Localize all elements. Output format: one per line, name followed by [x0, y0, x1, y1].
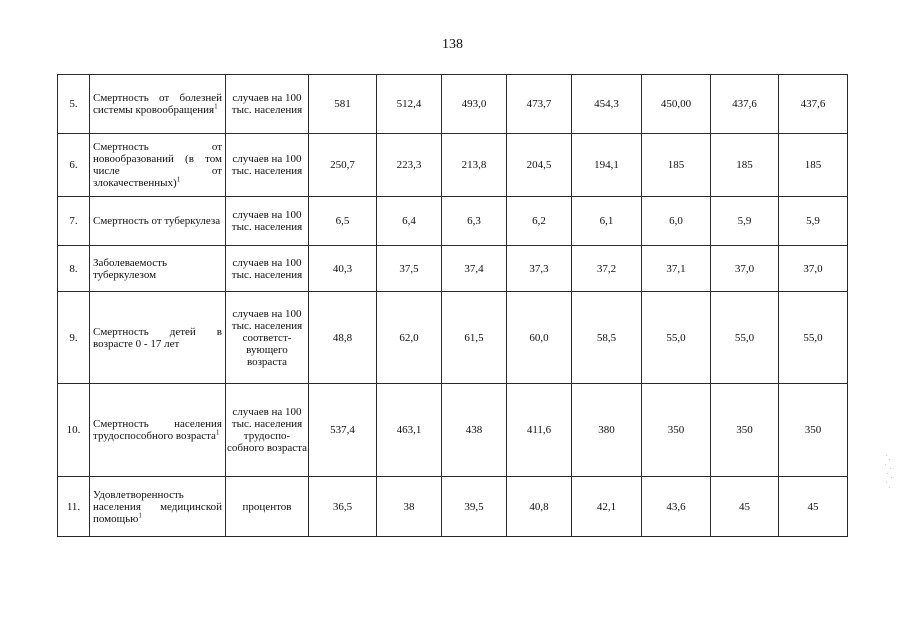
value-cell: 350: [642, 384, 711, 477]
value-cell: 36,5: [309, 477, 377, 537]
indicator-name: Смертность детей в возрасте 0 - 17 лет: [90, 292, 226, 384]
value-cell: 37,3: [507, 246, 572, 292]
footnote-mark: 1: [176, 175, 181, 184]
value-cell: 48,8: [309, 292, 377, 384]
table-row: [58, 246, 848, 292]
footnote-mark: 1: [215, 428, 220, 437]
table-row: [58, 477, 848, 537]
value-cell: 60,0: [507, 292, 572, 384]
value-cell: 437,6: [711, 75, 779, 134]
row-number: 8.: [58, 246, 90, 292]
unit-cell: случаев на 100 тыс. населения: [226, 134, 309, 197]
value-cell: 45: [779, 477, 848, 537]
value-cell: 38: [377, 477, 442, 537]
value-cell: 40,3: [309, 246, 377, 292]
row-number: 10.: [58, 384, 90, 477]
value-cell: 6,3: [442, 197, 507, 246]
value-cell: 350: [779, 384, 848, 477]
value-cell: 37,1: [642, 246, 711, 292]
table-row: [58, 75, 848, 134]
indicators-table: [57, 74, 848, 537]
value-cell: 55,0: [711, 292, 779, 384]
value-cell: 473,7: [507, 75, 572, 134]
indicator-name: Заболеваемость туберкулезом: [90, 246, 226, 292]
row-number: 7.: [58, 197, 90, 246]
value-cell: 5,9: [711, 197, 779, 246]
unit-cell: случаев на 100 тыс. населения: [226, 75, 309, 134]
value-cell: 454,3: [572, 75, 642, 134]
value-cell: 61,5: [442, 292, 507, 384]
unit-cell: случаев на 100 тыс. населения: [226, 246, 309, 292]
footnote-mark: 1: [214, 102, 218, 111]
value-cell: 58,5: [572, 292, 642, 384]
value-cell: 6,4: [377, 197, 442, 246]
row-number: 5.: [58, 75, 90, 134]
value-cell: 40,8: [507, 477, 572, 537]
row-number: 11.: [58, 477, 90, 537]
value-cell: 537,4: [309, 384, 377, 477]
value-cell: 42,1: [572, 477, 642, 537]
value-cell: 37,5: [377, 246, 442, 292]
value-cell: 43,6: [642, 477, 711, 537]
value-cell: 493,0: [442, 75, 507, 134]
value-cell: 350: [711, 384, 779, 477]
table-row: [58, 134, 848, 197]
value-cell: 250,7: [309, 134, 377, 197]
table-row: [58, 292, 848, 384]
value-cell: 437,6: [779, 75, 848, 134]
unit-cell: случаев на 100 тыс. населения трудоспо-собного возраста: [226, 384, 309, 477]
value-cell: 55,0: [642, 292, 711, 384]
unit-cell: случаев на 100 тыс. населения: [226, 197, 309, 246]
value-cell: 6,0: [642, 197, 711, 246]
value-cell: 438: [442, 384, 507, 477]
value-cell: 213,8: [442, 134, 507, 197]
row-number: 6.: [58, 134, 90, 197]
value-cell: 223,3: [377, 134, 442, 197]
value-cell: 5,9: [779, 197, 848, 246]
value-cell: 45: [711, 477, 779, 537]
row-number: 9.: [58, 292, 90, 384]
unit-cell: случаев на 100 тыс. населения соответст-вующего возраста: [226, 292, 309, 384]
value-cell: 37,2: [572, 246, 642, 292]
value-cell: 6,2: [507, 197, 572, 246]
value-cell: 185: [642, 134, 711, 197]
indicator-name: Смертность от новообразований (в том числе от злокачественных)$^1$: [90, 134, 226, 197]
indicator-name: Смертность населения трудоспособного возраста$^1$: [90, 384, 226, 477]
value-cell: 185: [779, 134, 848, 197]
table-row: [58, 197, 848, 246]
value-cell: 39,5: [442, 477, 507, 537]
value-cell: 185: [711, 134, 779, 197]
value-cell: 581: [309, 75, 377, 134]
value-cell: 512,4: [377, 75, 442, 134]
value-cell: 380: [572, 384, 642, 477]
value-cell: 450,00: [642, 75, 711, 134]
value-cell: 6,5: [309, 197, 377, 246]
value-cell: 411,6: [507, 384, 572, 477]
value-cell: 204,5: [507, 134, 572, 197]
value-cell: 37,0: [711, 246, 779, 292]
value-cell: 37,0: [779, 246, 848, 292]
footnote-mark: 1: [138, 510, 142, 519]
table-row: [58, 384, 848, 477]
value-cell: 6,1: [572, 197, 642, 246]
indicator-name: Смертность от туберкулеза: [90, 197, 226, 246]
value-cell: 463,1: [377, 384, 442, 477]
indicator-name: Смертность от болезней системы кровообращения$^1$: [90, 75, 226, 134]
page-number: 138: [442, 37, 463, 52]
value-cell: 55,0: [779, 292, 848, 384]
scan-noise: [884, 455, 894, 495]
value-cell: 37,4: [442, 246, 507, 292]
value-cell: 194,1: [572, 134, 642, 197]
value-cell: 62,0: [377, 292, 442, 384]
indicator-name: Удовлетворенность населения медицинской помощью$^1$: [90, 477, 226, 537]
unit-cell: процентов: [226, 477, 309, 537]
